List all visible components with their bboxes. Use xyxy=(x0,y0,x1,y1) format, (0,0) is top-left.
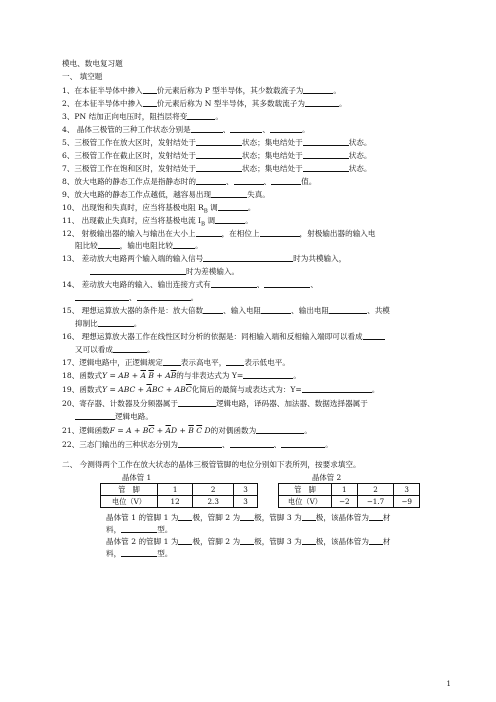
section-transistor: 二、 今测得两个工作在放大状态的晶体三极管管脚的电位分别如下表所列，按要求填空。 xyxy=(62,460,361,469)
q8-end: 值。 xyxy=(301,177,317,186)
transistor1-fill xyxy=(106,512,391,523)
q21-text: 21、逻辑函数 xyxy=(62,426,110,435)
table-cell: −2 xyxy=(332,496,358,508)
q17-end: 表示低电平。 xyxy=(244,358,290,367)
q13-end: 时为差模输入。 xyxy=(186,267,240,276)
fill2-blank2 xyxy=(240,536,254,545)
q12-blank3 xyxy=(98,240,120,249)
q3-text: 3、PN 结加正向电压时，阻挡层将变 xyxy=(62,112,188,121)
fill2-blank3 xyxy=(302,536,316,545)
q14-end: 。 xyxy=(190,293,199,302)
q12-text2: ，在相位上 xyxy=(221,229,260,238)
table-cell: 2 xyxy=(357,484,394,496)
q2 xyxy=(62,98,347,109)
q14-sep1: 、 xyxy=(256,280,265,289)
table-row xyxy=(279,496,420,508)
table-cell: 12 xyxy=(158,496,193,508)
table1-caption: 晶体管 1 xyxy=(122,473,152,482)
q21 xyxy=(62,425,312,436)
table-row xyxy=(279,484,420,496)
section-fill-blank: 一、 填空题 xyxy=(62,72,103,81)
q17-blank2 xyxy=(226,357,244,366)
q9-end: 失真。 xyxy=(247,190,270,199)
fill2-text4: 极，该晶体管为 xyxy=(315,537,369,546)
fill1-text: 晶体管 1 的管脚 1 为 xyxy=(106,513,179,522)
transistor2-fill-cont xyxy=(106,548,172,559)
q12-blank4 xyxy=(173,240,195,249)
table-cell: −1.7 xyxy=(357,496,394,508)
q20-blank2 xyxy=(75,411,115,420)
q19-formula: Y = ABC + $\overline{A}BC + AB\overline{C}$ xyxy=(102,385,192,394)
doc-title: 模电、数电复习题 xyxy=(62,59,123,68)
fill2-text6: 料， xyxy=(106,549,122,558)
table2-caption: 晶体管 2 xyxy=(312,473,342,482)
q12-text4: 阻比较 xyxy=(75,241,98,250)
fill2-text: 晶体管 2 的管脚 1 为 xyxy=(106,537,179,546)
q12 xyxy=(62,228,375,239)
q9-text: 9、放大电路的静态工作点越低，越容易出现 xyxy=(62,190,212,199)
table-cell: 电位（V） xyxy=(279,496,332,508)
q18-text2: 的与非表达式为 Y= xyxy=(176,371,244,380)
q19-text: 19、函数式 xyxy=(62,385,103,394)
table-cell: 2 xyxy=(193,484,234,496)
fill2-end: 型。 xyxy=(157,549,173,558)
q20-text: 20、寄存器、计数器及分频器属于 xyxy=(62,399,178,408)
q12-blank1 xyxy=(196,228,222,237)
table-cell: 电位（V） xyxy=(101,496,158,508)
q2-blank1 xyxy=(143,98,157,107)
q4-blank2 xyxy=(230,124,262,133)
q5-text2: 状态；集电结处于 xyxy=(241,138,303,147)
q19-blank xyxy=(302,384,372,393)
q6 xyxy=(62,150,371,161)
q6-blank1 xyxy=(196,150,242,159)
fill1-blank4 xyxy=(369,512,383,521)
q10-end: 。 xyxy=(247,203,256,212)
q15-text3: 、输出电阻 xyxy=(291,306,330,315)
fill2-blank1 xyxy=(178,536,192,545)
q22-text: 22、三态门输出的三种状态分别为 xyxy=(62,440,178,449)
fill2-text2: 极，管脚 2 为 xyxy=(192,537,241,546)
q15-blank4 xyxy=(98,318,134,327)
q14-blank3 xyxy=(75,292,129,301)
q16-text: 16、 理想运算放大器工作在线性区时分析的依据是：同相输入端和反相输入端即可以看成 xyxy=(62,332,363,341)
q1-end: 。 xyxy=(333,86,341,95)
q16-end: 。 xyxy=(146,345,155,354)
q12-text3: ，射极输出器的输入电 xyxy=(299,229,376,238)
q11-end: 。 xyxy=(245,216,253,225)
fill1-blank2 xyxy=(240,512,254,521)
q7-end: 状态。 xyxy=(348,164,372,173)
table-transistor-2 xyxy=(278,483,420,508)
q9 xyxy=(62,189,270,200)
q12-blank2 xyxy=(260,228,300,237)
q16-text2: 又可以看成 xyxy=(75,345,113,354)
q18-text: 18、函数式 xyxy=(62,371,103,380)
q13 xyxy=(62,253,346,264)
q10-subscript: B xyxy=(203,208,208,215)
q2-text2: 价元素后称为 N 型半导体，其多数载流子为 xyxy=(156,99,305,108)
q7-text2: 状态；集电结处于 xyxy=(241,164,303,173)
q7-blank1 xyxy=(196,163,242,172)
q4-text: 4、 晶体三极管的三种工作状态分别是 xyxy=(62,125,191,134)
q6-end: 状态。 xyxy=(348,151,372,160)
q7-blank2 xyxy=(303,163,349,172)
q4-sep1: 、 xyxy=(222,125,231,134)
table-row xyxy=(101,484,258,496)
transistor1-fill-cont xyxy=(106,524,172,535)
q9-blank xyxy=(211,189,247,198)
q16 xyxy=(62,331,385,342)
q14-sep3: 、 xyxy=(129,293,137,302)
q8-sep1: 、 xyxy=(225,177,234,186)
q1-text: 1、在本征半导体中掺入 xyxy=(62,86,143,95)
q21-text2: 的对偶函数为 xyxy=(210,426,257,435)
fill1-blank5 xyxy=(121,524,157,533)
q21-blank xyxy=(256,425,304,434)
q18-blank xyxy=(243,370,293,379)
q15-text5: 抑制比 xyxy=(75,319,98,328)
q11-text2: 调 xyxy=(205,216,216,225)
q8-sep2: 、 xyxy=(263,177,272,186)
q15-text2: 、输入电阻 xyxy=(223,306,262,315)
q14-text: 14、 差动放大电路的输入、输出连接方式有 xyxy=(62,280,211,289)
q2-blank2 xyxy=(305,98,339,107)
fill1-text4: 极，该晶体管为 xyxy=(315,513,369,522)
q18-end: 。 xyxy=(293,371,301,380)
q15-blank2 xyxy=(261,305,291,314)
q18-formula: Y = AB + $\overline{A}$ $\overline{B} + A\overline{B}$ xyxy=(102,371,177,380)
table-cell: 3 xyxy=(234,484,258,496)
q14-blank4 xyxy=(137,292,191,301)
q6-blank2 xyxy=(303,150,349,159)
q19 xyxy=(62,384,379,395)
q6-text2: 状态；集电结处于 xyxy=(241,151,303,160)
q5-blank2 xyxy=(303,137,349,146)
q22-blank2 xyxy=(230,439,274,448)
q3-end: 。 xyxy=(215,112,223,121)
q14-blank1 xyxy=(211,279,257,288)
q15-end: 。 xyxy=(133,319,142,328)
q13-cont xyxy=(90,266,239,277)
fill1-blank1 xyxy=(178,512,192,521)
q11-blank xyxy=(215,215,245,224)
fill2-blank4 xyxy=(369,536,383,545)
q15-cont xyxy=(75,318,141,329)
q22-sep1: 、 xyxy=(221,440,230,449)
q14-sep2: 、 xyxy=(310,280,318,289)
q16-blank1 xyxy=(363,331,385,340)
q17 xyxy=(62,357,290,368)
table-cell: 1 xyxy=(158,484,193,496)
q4-sep2: 、 xyxy=(262,125,270,134)
q11-text: 11、 出现截止失真时，应当将基极电流 I xyxy=(62,216,201,225)
q13-text: 13、 差动放大电路两个输入端的输入信号 xyxy=(62,254,204,263)
q22-blank3 xyxy=(281,439,325,448)
q8-blank2 xyxy=(234,176,264,185)
q15-text4: 、共模 xyxy=(367,306,390,315)
fill2-text3: 极，管脚 3 为 xyxy=(254,537,302,546)
q5-text: 5、三极管工作在放大区时，发射结处于 xyxy=(62,138,196,147)
q2-end: 。 xyxy=(338,99,347,108)
q6-text: 6、三极管工作在截止区时，发射结处于 xyxy=(62,151,196,160)
table-cell: 2.3 xyxy=(193,496,234,508)
table-transistor-1 xyxy=(100,483,258,508)
table-cell: 1 xyxy=(332,484,358,496)
table-cell: 3 xyxy=(394,484,420,496)
q17-blank1 xyxy=(163,357,181,366)
q20-cont xyxy=(75,411,153,422)
q21-end: 。 xyxy=(304,426,312,435)
q10-blank xyxy=(218,202,248,211)
q15-blank1 xyxy=(203,305,223,314)
q22-sep2: 、 xyxy=(273,440,282,449)
q22-end: 。 xyxy=(325,440,333,449)
q17-text: 17、逻辑电路中，正逻辑规定 xyxy=(62,358,163,367)
table-cell: 管 脚 xyxy=(279,484,332,496)
q5 xyxy=(62,137,371,148)
q15 xyxy=(62,305,390,316)
q4-end: 。 xyxy=(301,125,310,134)
q4-blank1 xyxy=(191,124,223,133)
q2-text: 2、在本征半导体中掺入 xyxy=(62,99,143,108)
q19-text2: 化简后的最简与或表达式为：Y= xyxy=(191,385,302,394)
q1-blank1 xyxy=(143,85,157,94)
table-cell: −9 xyxy=(394,496,420,508)
q15-text: 15、 理想运算放大器的条件是：放大倍数 xyxy=(62,306,204,315)
fill1-text3: 极，管脚 3 为 xyxy=(254,513,302,522)
q16-blank2 xyxy=(113,344,147,353)
q10-text: 10、 出现饱和失真时，应当将基极电阻 R xyxy=(62,203,204,212)
q3-blank xyxy=(187,111,215,120)
q14 xyxy=(62,279,318,290)
q16-cont xyxy=(75,344,155,355)
q20-end: 逻辑电路。 xyxy=(115,412,153,421)
q3 xyxy=(62,111,223,122)
q11-subscript: B xyxy=(201,221,206,228)
q5-end: 状态。 xyxy=(348,138,372,147)
q14-cont xyxy=(75,292,198,303)
fill1-text6: 料， xyxy=(106,525,122,534)
q12-text: 12、 射极输出器的输入与输出在大小上 xyxy=(62,229,196,238)
fill2-text5: 材 xyxy=(382,537,391,546)
q8-text: 8、放大电路的静态工作点是指静态时的 xyxy=(62,177,196,186)
q5-blank1 xyxy=(196,137,242,146)
q15-blank3 xyxy=(329,305,367,314)
q22 xyxy=(62,439,333,450)
q14-blank2 xyxy=(264,279,310,288)
q20 xyxy=(62,398,368,409)
q4-blank3 xyxy=(270,124,302,133)
q18 xyxy=(62,370,301,381)
q8-blank1 xyxy=(196,176,226,185)
q4 xyxy=(62,124,310,135)
q1-text2: 价元素后称为 P 型半导体，其少数载流子为 xyxy=(156,86,304,95)
q13-blank1 xyxy=(203,253,293,262)
q1 xyxy=(62,85,341,96)
q20-text2: 逻辑电路，译码器、加法器、数据选择器属于 xyxy=(215,399,368,408)
q7 xyxy=(62,163,371,174)
fill1-text5: 材 xyxy=(382,513,391,522)
q20-blank1 xyxy=(178,398,216,407)
table-cell: 3 xyxy=(234,496,258,508)
q8 xyxy=(62,176,316,187)
fill1-end: 型。 xyxy=(157,525,173,534)
q13-text2: 时为共模输入， xyxy=(293,254,347,263)
table-row xyxy=(101,496,258,508)
q8-blank3 xyxy=(271,176,301,185)
q19-end: 。 xyxy=(371,385,380,394)
q12-text5: ，输出电阻比较 xyxy=(119,241,173,250)
q1-blank2 xyxy=(303,85,333,94)
q21-formula: $F = A + B\overline{C} + \overline{A}D + \overline{B}$ $\overline{C}$ D xyxy=(109,426,211,435)
q17-text2: 表示高电平， xyxy=(180,358,227,367)
q12-end: 。 xyxy=(194,241,203,250)
q22-blank1 xyxy=(178,439,222,448)
fill2-blank5 xyxy=(121,548,157,557)
page-number: 1 xyxy=(446,680,451,688)
q10-text2: 调 xyxy=(207,203,218,212)
q13-blank2 xyxy=(90,266,186,275)
transistor2-fill xyxy=(106,536,391,547)
fill1-blank3 xyxy=(302,512,316,521)
table-cell: 管 脚 xyxy=(101,484,158,496)
fill1-text2: 极，管脚 2 为 xyxy=(192,513,241,522)
q12-cont xyxy=(75,240,203,251)
q7-text: 7、三极管工作在饱和区时，发射结处于 xyxy=(62,164,196,173)
